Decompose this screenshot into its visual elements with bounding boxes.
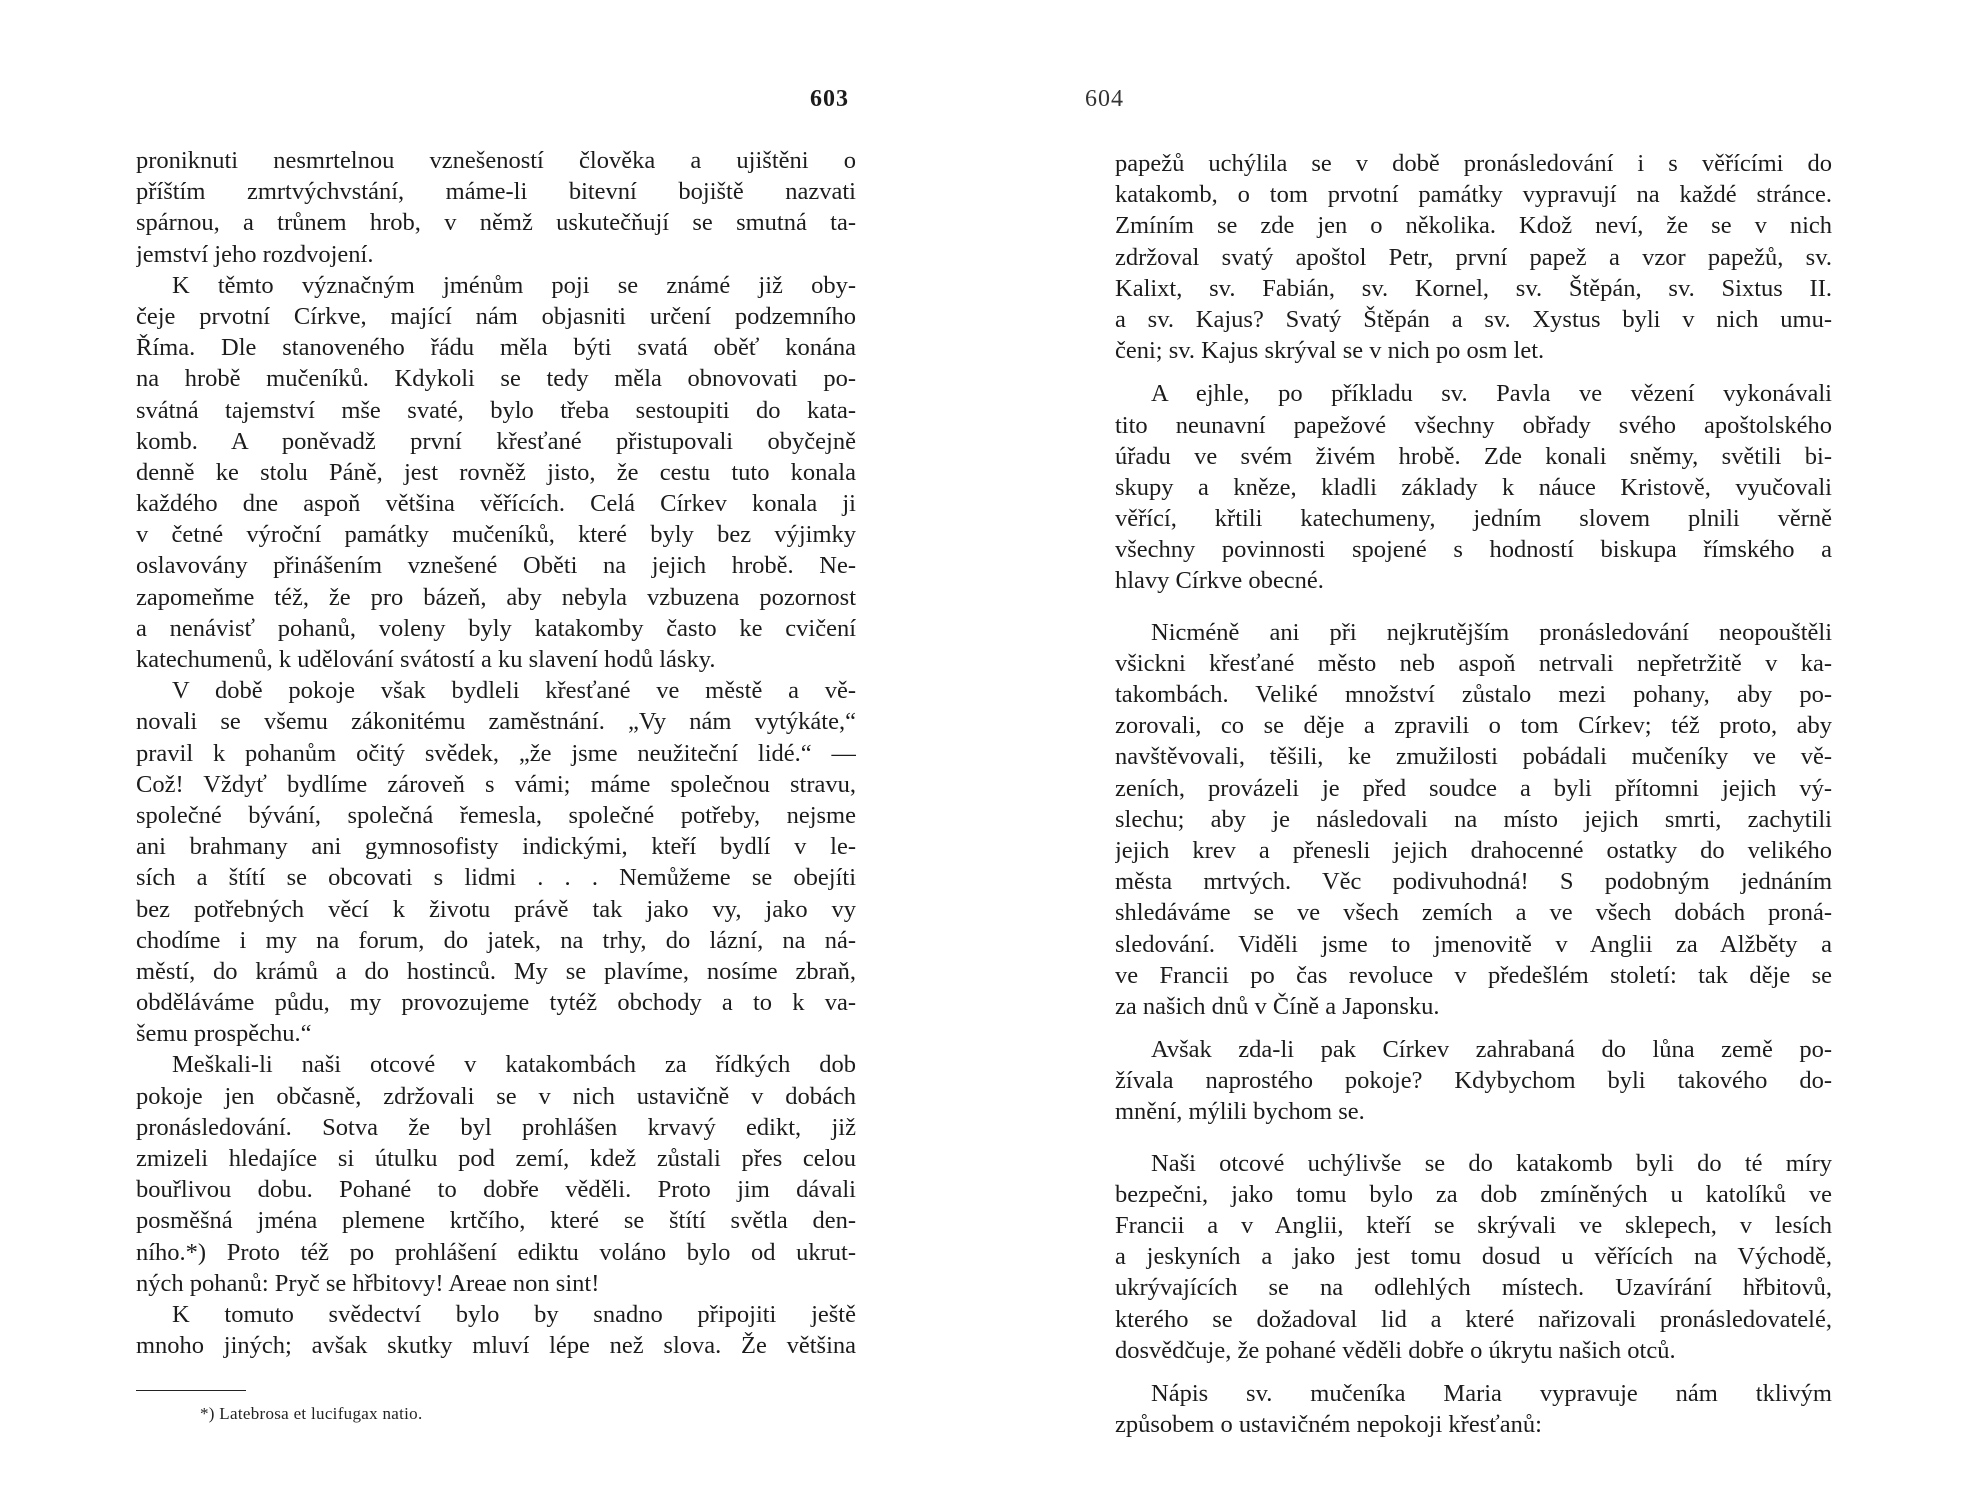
text-line: Říma. Dle stanoveného řádu měla býti svatá oběť konána	[136, 334, 856, 362]
text-line: společné bývání, společná řemesla, společné potřeby, nejsme	[136, 801, 856, 829]
text-line: denně ke stolu Páně, jest rovněž jisto, že cestu tuto konala	[136, 458, 856, 486]
text-line: mnoho jiných; avšak skutky mluví lépe než slova. Že většina	[136, 1332, 856, 1360]
text-line: Zmíním se zde jen o několika. Kdož neví, že se v nich	[1115, 212, 1832, 240]
text-line: Nicméně ani při nejkrutějším pronásledování neopouštěli	[1151, 618, 1832, 646]
text-line: jejich krev a přenesli jejich drahocenné ostatky do velikého	[1115, 836, 1832, 864]
page-number-right: 604	[1085, 86, 1124, 112]
text-line: K těmto význačným jménům poji se známé již oby-	[172, 271, 856, 299]
text-line: spárnou, a trůnem hrob, v němž uskutečňují se smutná ta-	[136, 209, 856, 237]
text-line: skupy a kněze, kladli základy k náuce Kristově, vyučovali	[1115, 473, 1832, 501]
text-line: za našich dnů v Číně a Japonsku.	[1115, 992, 1440, 1020]
text-line: hlavy Církve obecné.	[1115, 567, 1324, 595]
text-line: novali se všemu zákonitému zaměstnání. „Vy nám vytýkáte,“	[136, 708, 856, 736]
footnote-rule	[136, 1390, 246, 1391]
text-line: příštím zmrtvýchvstání, máme-li bitevní bojiště nazvati	[136, 178, 856, 206]
text-line: čeni; sv. Kajus skrýval se v nich po osm let.	[1115, 337, 1545, 365]
text-line: Meškali-li naši otcové v katakombách za řídkých dob	[172, 1051, 856, 1079]
text-line: takombách. Veliké množství zůstalo mezi pohany, aby po-	[1115, 681, 1832, 708]
text-line: čeje prvotní Církve, mající nám objasniti určení podzemního	[136, 302, 856, 330]
text-line: a nenávisť pohanů, voleny byly katakomby často ke cvičení	[136, 614, 856, 642]
text-line: pravil k pohanům očitý svědek, „že jsme neužiteční lidé.“ —	[136, 739, 856, 767]
text-line: oslavovány přinášením vznešené Oběti na jejich hrobě. Ne-	[136, 552, 856, 580]
text-line: bouřlivou dobu. Pohané to dobře věděli. Proto jim dávali	[136, 1176, 856, 1204]
text-line: zapomeňme též, že pro bázeň, aby nebyla vzbuzena pozornost	[136, 583, 856, 611]
text-line: komb. A poněvadž první křesťané přistupovali obyčejně	[136, 427, 856, 455]
text-line: sích a štítí se obcovati s lidmi . . . Nemůžeme se obejíti	[136, 864, 856, 892]
text-line: V době pokoje však bydleli křesťané ve městě a vě-	[172, 677, 856, 705]
text-line: pokoje jen občasně, zdržovali se v nich ustavičně v dobách	[136, 1082, 856, 1110]
text-line: věřící, křtili katechumeny, jedním slovem plnili věrně	[1115, 505, 1832, 533]
text-line: zmizeli hledajíce si útulku pod zemí, kdež zůstali přes celou	[136, 1145, 856, 1172]
text-line: šemu prospěchu.“	[136, 1020, 312, 1048]
text-line: svátná tajemství mše svaté, bylo třeba sestoupiti do kata-	[136, 396, 856, 424]
text-line: ve Francii po čas revoluce v předešlém století: tak děje se	[1115, 961, 1832, 989]
text-line: zorovali, co se děje a zpravili o tom Církev; též proto, aby	[1115, 712, 1832, 740]
footnote: *) Latebrosa et lucifugax natio.	[200, 1404, 423, 1423]
text-line: K tomuto svědectví bylo by snadno připojiti ještě	[172, 1300, 856, 1328]
text-line: A ejhle, po příkladu sv. Pavla ve vězení vykonávali	[1151, 380, 1832, 408]
text-line: všechny povinnosti spojené s hodností biskupa římského a	[1115, 536, 1832, 564]
text-line: města mrtvých. Věc podivuhodná! S podobným jednáním	[1115, 868, 1832, 896]
text-line: na hrobě mučeníků. Kdykoli se tedy měla obnovovati po-	[136, 365, 856, 393]
text-line: žívala naprostého pokoje? Kdybychom byli takového do-	[1115, 1067, 1832, 1095]
text-line: proniknuti nesmrtelnou vznešeností člověka a ujištěni o	[136, 147, 856, 174]
text-line: v četné výroční památky mučeníků, které byly bez výjimky	[136, 521, 856, 549]
text-line: posměšná jména plemene krtčího, které se štítí světla den-	[136, 1207, 856, 1235]
text-line: chodíme i my na forum, do jatek, na trhy, do lázní, na ná-	[136, 926, 856, 954]
text-line: zdržoval svatý apoštol Petr, první papež a vzor papežů, sv.	[1115, 243, 1832, 271]
text-line: tito neunavní papežové všechny obřady svého apoštolského	[1115, 411, 1832, 439]
page-number-left: 603	[810, 86, 849, 112]
right-page-body	[1115, 148, 1832, 1440]
text-line: jemství jeho rozdvojení.	[136, 240, 374, 268]
text-line: ukrývajících se na odlehlých místech. Uzavírání hřbitovů,	[1115, 1274, 1832, 1302]
text-line: Naši otcové uchýlivše se do katakomb byli do té míry	[1151, 1149, 1832, 1177]
text-line: ných pohanů: Pryč se hřbitovy! Areae non sint!	[136, 1269, 600, 1297]
text-line: všickni křesťané město neb aspoň netrvali nepřetržitě v ka-	[1115, 649, 1832, 677]
text-line: Avšak zda-li pak Církev zahrabaná do lůna země po-	[1151, 1036, 1832, 1064]
text-line: kterého se dožadoval lid a které nařizovali pronásledovatelé,	[1115, 1305, 1832, 1333]
text-line: bez potřebných věcí k životu právě tak jako vy, jako vy	[136, 895, 856, 923]
text-line: katakomb, o tom prvotní památky vypravují na každé stránce.	[1115, 181, 1832, 209]
text-line: ani brahmany ani gymnosofisty indickými, kteří bydlí v le-	[136, 833, 856, 861]
text-line: Francii a v Anglii, kteří se skrývali ve sklepech, v lesích	[1115, 1212, 1832, 1239]
text-line: pronásledování. Sotva že byl prohlášen krvavý edikt, již	[136, 1113, 856, 1141]
text-line: a sv. Kajus? Svatý Štěpán a sv. Xystus byli v nich umu-	[1115, 305, 1832, 333]
text-line: a jeskyních a jako jest tomu dosud u věřících na Východě,	[1115, 1243, 1832, 1271]
text-line: papežů uchýlila se v době pronásledování i s věřícími do	[1115, 150, 1832, 177]
text-line: úřadu ve svém živém hrobě. Zde konali sněmy, světili bi-	[1115, 442, 1832, 470]
text-line: obděláváme půdu, my provozujeme tytéž obchody a to k va-	[136, 989, 856, 1017]
text-line: katechumenů, k udělování svátostí a ku slavení hodů lásky.	[136, 646, 716, 673]
text-line: bezpečni, jako tomu bylo za dob zmíněných u katolíků ve	[1115, 1180, 1832, 1208]
text-line: zeních, provázeli je před soudce a byli přítomni jejich vý-	[1115, 774, 1832, 802]
text-line: slechu; aby je následovali na místo jejich smrti, zachytili	[1115, 805, 1832, 833]
text-line: Kalixt, sv. Fabián, sv. Kornel, sv. Štěpán, sv. Sixtus II.	[1115, 274, 1832, 302]
text-line: způsobem o ustavičném nepokoji křesťanů:	[1115, 1411, 1542, 1439]
text-line: mnění, mýlili bychom se.	[1115, 1098, 1365, 1126]
text-line: Nápis sv. mučeníka Maria vypravuje nám tklivým	[1151, 1379, 1832, 1407]
text-line: sledování. Viděli jsme to jmenovitě v Anglii za Alžběty a	[1115, 930, 1832, 958]
text-line: městí, do krámů a do hostinců. My se plavíme, nosíme zbraň,	[136, 957, 856, 985]
text-line: navštěvovali, těšili, ke zmužilosti pobádali mučeníky ve vě-	[1115, 743, 1832, 771]
right-page	[985, 0, 1970, 1501]
text-line: shledáváme se ve všech zemích a ve všech dobách proná-	[1115, 899, 1832, 927]
text-line: ního.*) Proto též po prohlášení ediktu voláno bylo od ukrut-	[136, 1238, 856, 1266]
text-line: dosvědčuje, že pohané věděli dobře o úkrytu našich otců.	[1115, 1336, 1676, 1364]
text-line: každého dne aspoň většina věřících. Celá Církev konala ji	[136, 490, 856, 518]
text-line: Což! Vždyť bydlíme zároveň s vámi; máme společnou stravu,	[136, 770, 856, 798]
left-page-body	[136, 145, 856, 1361]
